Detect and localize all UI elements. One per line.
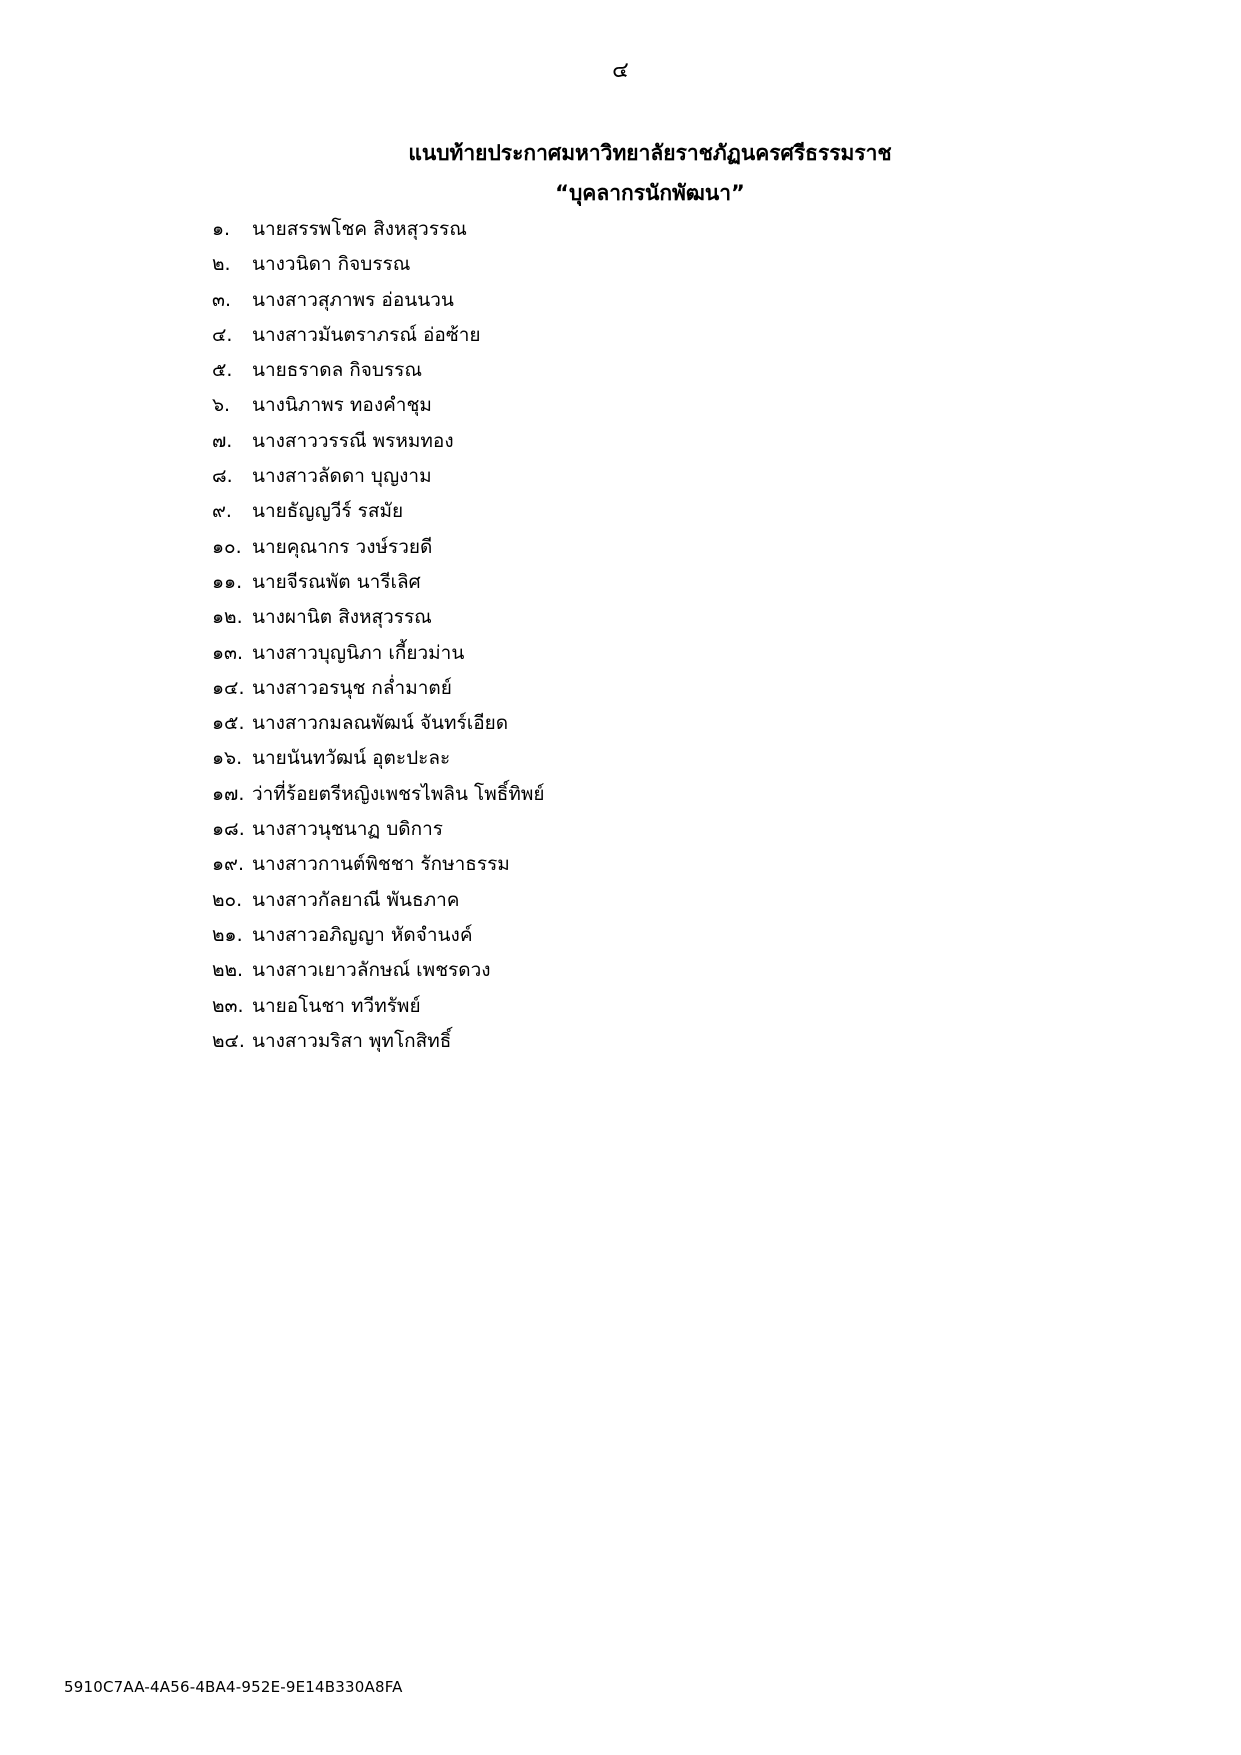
item-number: ๒๑. [212, 923, 243, 946]
list-item [212, 923, 545, 958]
list-item [212, 464, 545, 499]
list-item [212, 499, 545, 534]
item-number: ๑๔. [212, 676, 245, 699]
list-item [212, 429, 545, 464]
list-item [212, 676, 545, 711]
list-item [212, 605, 545, 640]
document-title: แนบท้ายประกาศมหาวิทยาลัยราชภัฏนครศรีธรรมราช [408, 141, 892, 165]
person-name: นางสาวกัลยาณี พันธภาค [252, 888, 460, 911]
item-number: ๒๐. [212, 888, 243, 911]
item-number: ๒๒. [212, 959, 244, 982]
person-name: นางผานิต สิงหสุวรรณ [252, 606, 432, 629]
person-name: นางสาวเยาวลักษณ์ เพชรดวง [252, 959, 491, 982]
item-number: ๒๓. [212, 994, 244, 1017]
document-subtitle: “บุคลากรนักพัฒนา” [555, 181, 745, 205]
item-number: ๑๗. [212, 782, 245, 805]
item-number: ๔. [212, 323, 233, 346]
person-name: นายคุณากร วงษ์รวยดี [252, 535, 433, 558]
item-number: ๒๔. [212, 1029, 245, 1052]
list-item [212, 323, 545, 358]
person-name: นางสาวอรนุช กล่ำมาตย์ [252, 676, 452, 699]
list-item [212, 393, 545, 428]
list-item [212, 958, 545, 993]
item-number: ๘. [212, 465, 233, 488]
personnel-list [212, 217, 545, 1064]
item-number: ๑๐. [212, 535, 242, 558]
person-name: นางสาวลัดดา บุญงาม [252, 465, 432, 488]
item-number: ๙. [212, 500, 232, 523]
item-number: ๗. [212, 429, 233, 452]
list-item [212, 746, 545, 781]
person-name: นายนันทวัฒน์ อุตะปะละ [252, 747, 451, 770]
item-number: ๕. [212, 359, 233, 382]
person-name: นางสาวกมลณพัฒน์ จันทร์เอียด [252, 712, 509, 735]
list-item [212, 888, 545, 923]
list-item [212, 535, 545, 570]
list-item [212, 641, 545, 676]
item-number: ๑. [212, 218, 231, 240]
item-number: ๑๒. [212, 606, 243, 629]
list-item [212, 782, 545, 817]
item-number: ๓. [212, 288, 232, 311]
list-item [212, 852, 545, 887]
list-item [212, 358, 545, 393]
list-item [212, 252, 545, 287]
person-name: นายธราดล กิจบรรณ [252, 359, 423, 382]
list-item [212, 570, 545, 605]
person-name: นางสาวนุชนาฏ บดิการ [252, 818, 443, 841]
person-name: ว่าที่ร้อยตรีหญิงเพชรไพลิน โพธิ์ทิพย์ [252, 782, 545, 805]
person-name: นางสาวสุภาพร อ่อนนวน [252, 288, 454, 311]
item-number: ๑๓. [212, 641, 244, 664]
list-item [212, 817, 545, 852]
person-name: นางสาวมริสา พุทโกสิทธิ์ [252, 1029, 452, 1052]
person-name: นางสาวมันตราภรณ์ อ่อซ้าย [252, 323, 481, 346]
page-number: ๔ [612, 58, 629, 83]
person-name: นางสาวอภิญญา หัดจำนงค์ [252, 923, 473, 946]
person-name: นายอโนชา ทวีทรัพย์ [252, 994, 421, 1017]
person-name: นางวนิดา กิจบรรณ [252, 253, 411, 276]
person-name: นายสรรพโชค สิงหสุวรรณ [252, 218, 467, 240]
person-name: นางสาวกานต์พิชชา รักษาธรรม [252, 853, 510, 876]
item-number: ๑๙. [212, 853, 245, 876]
list-item [212, 994, 545, 1029]
person-name: นายธัญญวีร์ รสมัย [252, 500, 404, 523]
person-name: นางนิภาพร ทองคำชุม [252, 394, 432, 417]
item-number: ๖. [212, 394, 231, 417]
item-number: ๑๕. [212, 712, 245, 735]
item-number: ๑๖. [212, 747, 243, 770]
item-number: ๑๘. [212, 818, 245, 841]
document-code: 5910C7AA-4A56-4BA4-952E-9E14B330A8FA [64, 1678, 403, 1696]
list-item [212, 1029, 545, 1064]
item-number: ๒. [212, 253, 231, 276]
person-name: นายจีรณพัต นารีเลิศ [252, 570, 421, 593]
list-item [212, 711, 545, 746]
item-number: ๑๑. [212, 570, 243, 593]
person-name: นางสาวบุญนิภา เกี้ยวม่าน [252, 641, 465, 664]
list-item [212, 288, 545, 323]
person-name: นางสาววรรณี พรหมทอง [252, 429, 454, 452]
list-item [212, 217, 545, 252]
